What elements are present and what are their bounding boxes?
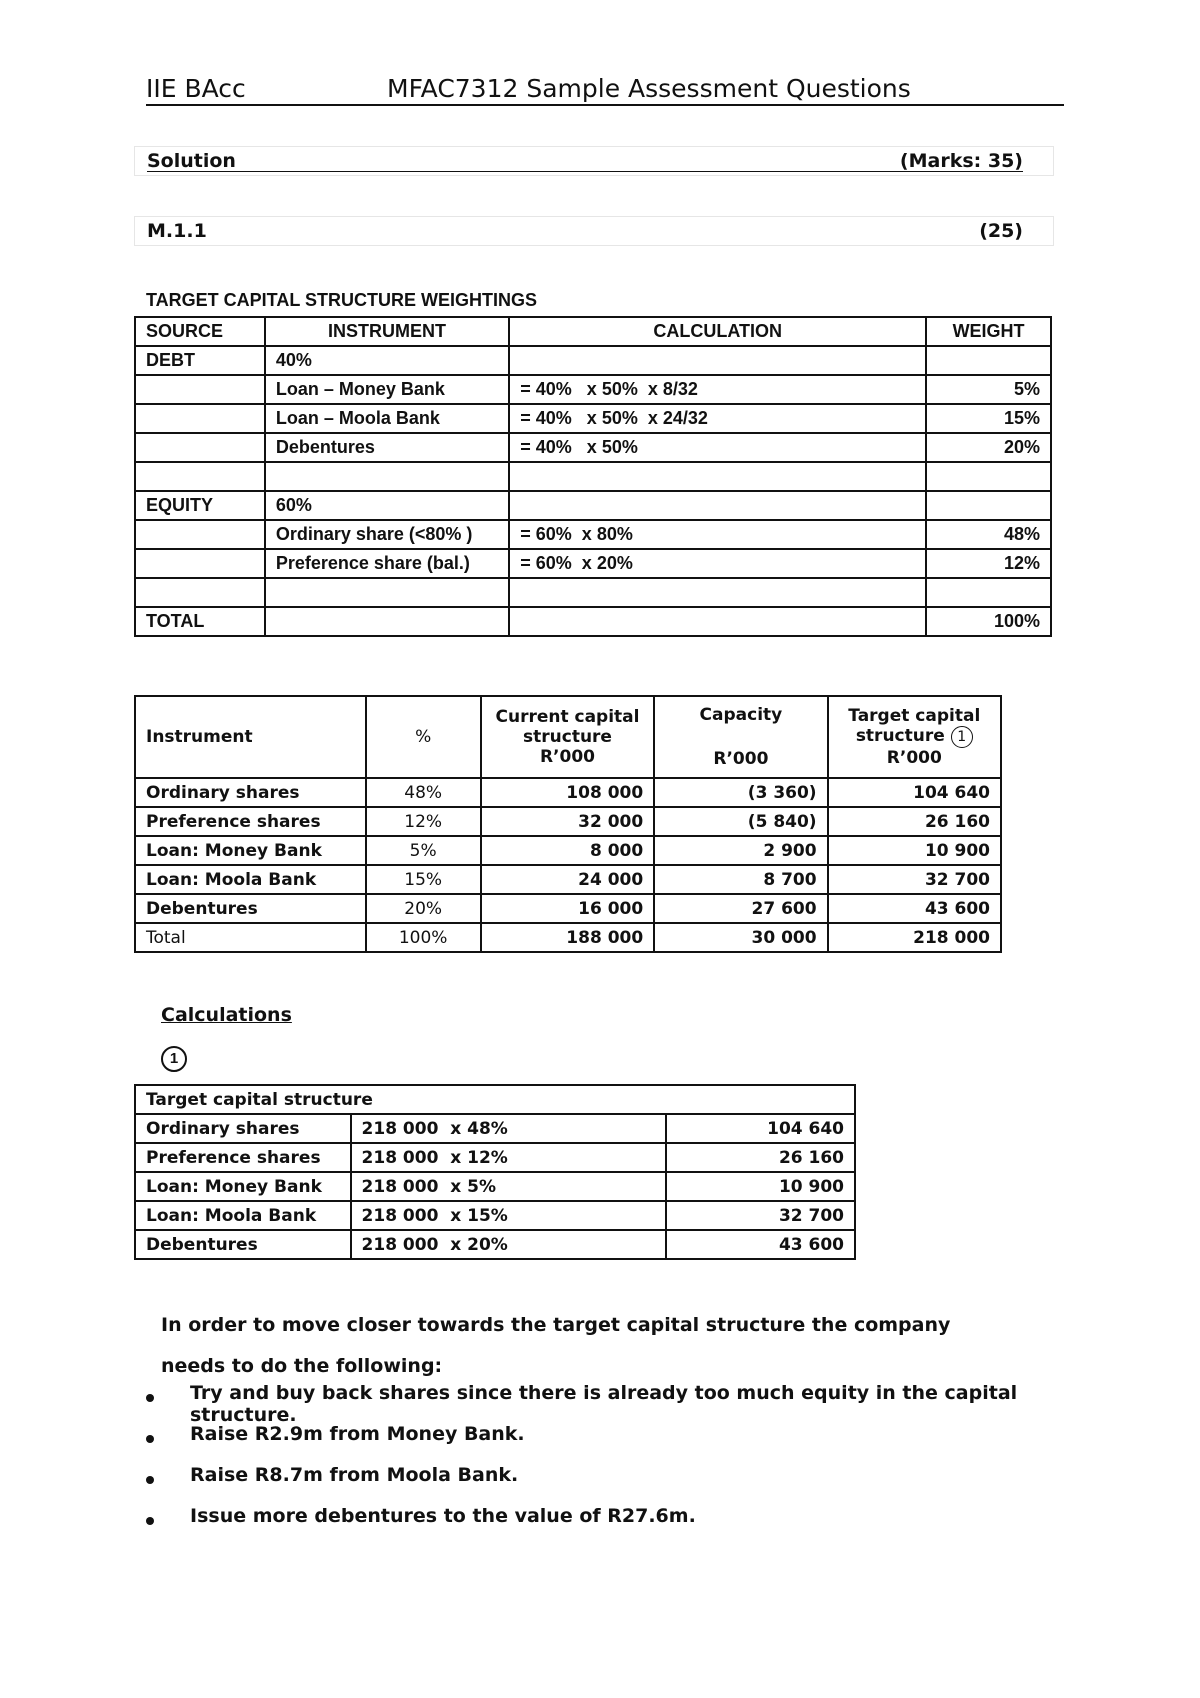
- question-marks: (25): [979, 220, 1023, 242]
- list-item-text: Issue more debentures to the value of R27.6m.: [190, 1505, 696, 1527]
- cell: 20%: [366, 894, 481, 923]
- cell: 26 160: [666, 1143, 855, 1172]
- cell: Loan: Moola Bank: [135, 865, 366, 894]
- solution-marks: (Marks: 35): [899, 150, 1023, 172]
- cell: Debentures: [265, 433, 509, 462]
- header-capacity-line1: Capacity: [699, 705, 783, 725]
- action-list: [146, 1382, 1046, 1546]
- cell: Debentures: [135, 1230, 351, 1259]
- solution-label: Solution: [147, 150, 236, 172]
- table-row: [135, 462, 1051, 491]
- cell: 8 700: [654, 865, 827, 894]
- list-item: [146, 1423, 1046, 1464]
- question-line: [134, 216, 1054, 246]
- table-header-row: [135, 317, 1051, 346]
- cell: 24 000: [481, 865, 654, 894]
- table-row: [135, 836, 1001, 865]
- cell: = 40% x 50% x 8/32: [509, 375, 926, 404]
- table-row: [135, 1201, 855, 1230]
- cell: Loan – Moola Bank: [265, 404, 509, 433]
- table-title-row: [135, 1085, 855, 1114]
- cell: [926, 578, 1051, 607]
- cell: 20%: [926, 433, 1051, 462]
- cell: = 40% x 50% x 24/32: [509, 404, 926, 433]
- cell: 8 000: [481, 836, 654, 865]
- cell: [509, 346, 926, 375]
- table-row: [135, 778, 1001, 807]
- table1-heading: TARGET CAPITAL STRUCTURE WEIGHTINGS: [146, 290, 537, 310]
- cell: Loan – Money Bank: [265, 375, 509, 404]
- cell: 48%: [926, 520, 1051, 549]
- cell: Ordinary shares: [135, 1114, 351, 1143]
- header-target-line3: R’000: [886, 748, 942, 768]
- header-target-line1: Target capital: [848, 706, 981, 726]
- cell: 32 700: [828, 865, 1001, 894]
- list-item-text: Raise R2.9m from Money Bank.: [190, 1423, 525, 1445]
- cell: = 60% x 80%: [509, 520, 926, 549]
- cell: Ordinary shares: [135, 778, 366, 807]
- cell: Preference shares: [135, 1143, 351, 1172]
- table-row: [135, 894, 1001, 923]
- cell: 40%: [265, 346, 509, 375]
- cell: 218 000 x 12%: [351, 1143, 666, 1172]
- table-row: [135, 1230, 855, 1259]
- cell: [509, 462, 926, 491]
- conclusion-paragraph: In order to move closer towards the target capital structure the company needs to do the following:: [161, 1314, 951, 1377]
- bullet-icon: [146, 1394, 154, 1402]
- header-percent: %: [366, 696, 481, 778]
- cell: [926, 346, 1051, 375]
- cell: Loan: Money Bank: [135, 1172, 351, 1201]
- cell: Total: [135, 923, 366, 952]
- cell: 32 000: [481, 807, 654, 836]
- header-cell: WEIGHT: [926, 317, 1051, 346]
- cell: [135, 520, 265, 549]
- capital-structure-table: [134, 695, 1002, 953]
- cell: 104 640: [666, 1114, 855, 1143]
- cell: 5%: [926, 375, 1051, 404]
- table-row: [135, 433, 1051, 462]
- list-item: [146, 1505, 1046, 1546]
- table-row: [135, 807, 1001, 836]
- cell: (5 840): [654, 807, 827, 836]
- cell: [135, 549, 265, 578]
- cell: 108 000: [481, 778, 654, 807]
- cell: 10 900: [828, 836, 1001, 865]
- cell: [135, 404, 265, 433]
- header-current-line2: structure: [523, 727, 612, 747]
- table-row: [135, 549, 1051, 578]
- table-row: [135, 1143, 855, 1172]
- cell: [135, 433, 265, 462]
- cell: EQUITY: [135, 491, 265, 520]
- header-cell: SOURCE: [135, 317, 265, 346]
- target-structure-calc-table: [134, 1084, 856, 1260]
- cell: [265, 607, 509, 636]
- cell: 43 600: [666, 1230, 855, 1259]
- cell: [135, 462, 265, 491]
- header-target: [828, 696, 1001, 778]
- course-label: IIE BAcc: [146, 74, 246, 103]
- cell: [926, 462, 1051, 491]
- cell: = 40% x 50%: [509, 433, 926, 462]
- header-current: [481, 696, 654, 778]
- cell: [509, 607, 926, 636]
- cell: 10 900: [666, 1172, 855, 1201]
- header-cell: INSTRUMENT: [265, 317, 509, 346]
- cell: DEBT: [135, 346, 265, 375]
- cell: = 60% x 20%: [509, 549, 926, 578]
- table-header-row: [135, 696, 1001, 778]
- list-item-text: Raise R8.7m from Moola Bank.: [190, 1464, 519, 1486]
- cell: 218 000 x 48%: [351, 1114, 666, 1143]
- table-row: [135, 578, 1051, 607]
- cell: 100%: [926, 607, 1051, 636]
- cell: 218 000 x 5%: [351, 1172, 666, 1201]
- cell: TOTAL: [135, 607, 265, 636]
- circled-one-marker: 1: [161, 1046, 187, 1072]
- cell: [135, 578, 265, 607]
- header-current-line1: Current capital: [495, 707, 640, 727]
- cell: 218 000 x 20%: [351, 1230, 666, 1259]
- cell: 104 640: [828, 778, 1001, 807]
- question-label: M.1.1: [147, 220, 207, 242]
- header-capacity: [654, 696, 827, 778]
- list-item: [146, 1464, 1046, 1505]
- table-row: [135, 865, 1001, 894]
- cell: [265, 578, 509, 607]
- table-row: [135, 923, 1001, 952]
- cell: Loan: Money Bank: [135, 836, 366, 865]
- cell: 15%: [366, 865, 481, 894]
- cell: [509, 578, 926, 607]
- header-instrument: Instrument: [135, 696, 366, 778]
- cell: [509, 491, 926, 520]
- circled-one-marker: 1: [951, 726, 973, 748]
- cell: 43 600: [828, 894, 1001, 923]
- calculations-heading: Calculations: [161, 1004, 292, 1026]
- cell: 32 700: [666, 1201, 855, 1230]
- bullet-icon: [146, 1476, 154, 1484]
- cell: 5%: [366, 836, 481, 865]
- cell: 48%: [366, 778, 481, 807]
- solution-underline: [147, 171, 1023, 172]
- cell: 15%: [926, 404, 1051, 433]
- cell: 26 160: [828, 807, 1001, 836]
- cell: [265, 462, 509, 491]
- weightings-table: [134, 316, 1052, 637]
- table-title: Target capital structure: [135, 1085, 855, 1114]
- cell: [135, 375, 265, 404]
- table-row: [135, 1172, 855, 1201]
- cell: 188 000: [481, 923, 654, 952]
- header-cell: CALCULATION: [509, 317, 926, 346]
- bullet-icon: [146, 1435, 154, 1443]
- cell: 16 000: [481, 894, 654, 923]
- cell: [926, 491, 1051, 520]
- cell: 100%: [366, 923, 481, 952]
- cell: Loan: Moola Bank: [135, 1201, 351, 1230]
- table-row: [135, 404, 1051, 433]
- table-row: [135, 491, 1051, 520]
- header-current-line3: R’000: [539, 747, 596, 767]
- table-row: [135, 607, 1051, 636]
- cell: 2 900: [654, 836, 827, 865]
- cell: 60%: [265, 491, 509, 520]
- header-capacity-line2: R’000: [713, 749, 769, 769]
- cell: Ordinary share (<80% ): [265, 520, 509, 549]
- page-header: [146, 74, 1064, 106]
- cell: 27 600: [654, 894, 827, 923]
- solution-line: [134, 146, 1054, 176]
- cell: 30 000: [654, 923, 827, 952]
- cell: 218 000 x 15%: [351, 1201, 666, 1230]
- table-row: [135, 1114, 855, 1143]
- cell: 12%: [366, 807, 481, 836]
- document-title: MFAC7312 Sample Assessment Questions: [387, 74, 911, 103]
- table-row: [135, 375, 1051, 404]
- header-target-line2: structure: [855, 726, 945, 746]
- cell: Debentures: [135, 894, 366, 923]
- cell: Preference shares: [135, 807, 366, 836]
- table-row: [135, 346, 1051, 375]
- cell: (3 360): [654, 778, 827, 807]
- cell: Preference share (bal.): [265, 549, 509, 578]
- cell: 12%: [926, 549, 1051, 578]
- table-row: [135, 520, 1051, 549]
- list-item-text: Try and buy back shares since there is already too much equity in the capital structure.: [190, 1382, 1018, 1426]
- cell: 218 000: [828, 923, 1001, 952]
- list-item: [146, 1382, 1046, 1426]
- bullet-icon: [146, 1517, 154, 1525]
